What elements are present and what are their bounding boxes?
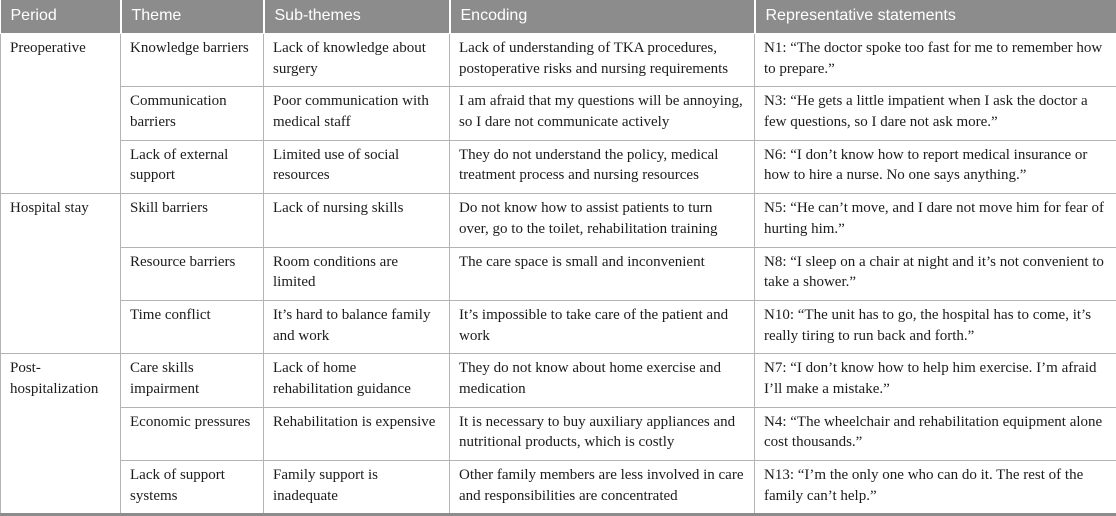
statement-cell: N5: “He can’t move, and I dare not move him for fear of hurting him.” <box>755 194 1116 247</box>
statement-cell: N7: “I don’t know how to help him exercise. I’m afraid I’ll make a mistake.” <box>755 354 1116 407</box>
statement-cell: N6: “I don’t know how to report medical insurance or how to hire a nurse. No one says anything.” <box>755 140 1116 193</box>
subtheme-cell: Rehabilitation is expensive <box>264 407 450 460</box>
encoding-cell: Do not know how to assist patients to turn over, go to the toilet, rehabilitation training <box>450 194 755 247</box>
table-row <box>1 461 1116 515</box>
table-row <box>1 194 1116 247</box>
header-cell-period: Period <box>1 0 121 34</box>
table-row <box>1 34 1116 87</box>
theme-cell: Lack of external support <box>121 140 264 193</box>
encoding-cell: It’s impossible to take care of the patient and work <box>450 300 755 353</box>
theme-cell: Knowledge barriers <box>121 34 264 87</box>
encoding-cell: They do not understand the policy, medical treatment process and nursing resources <box>450 140 755 193</box>
statement-cell: N10: “The unit has to go, the hospital has to come, it’s really tiring to run back and forth.” <box>755 300 1116 353</box>
period-cell-post-hospitalization: Post-hospitalization <box>1 354 121 515</box>
theme-cell: Care skills impairment <box>121 354 264 407</box>
subtheme-cell: Room conditions are limited <box>264 247 450 300</box>
theme-cell: Resource barriers <box>121 247 264 300</box>
table-row <box>1 247 1116 300</box>
statement-cell: N1: “The doctor spoke too fast for me to remember how to prepare.” <box>755 34 1116 87</box>
theme-cell: Lack of support systems <box>121 461 264 515</box>
theme-cell: Economic pressures <box>121 407 264 460</box>
encoding-cell: I am afraid that my questions will be annoying, so I dare not communicate actively <box>450 87 755 140</box>
header-cell-theme: Theme <box>121 0 264 34</box>
statement-cell: N3: “He gets a little impatient when I ask the doctor a few questions, so I dare not ask more.” <box>755 87 1116 140</box>
table-row <box>1 354 1116 407</box>
theme-cell: Communication barriers <box>121 87 264 140</box>
encoding-cell: It is necessary to buy auxiliary appliances and nutritional products, which is costly <box>450 407 755 460</box>
subtheme-cell: Lack of knowledge about surgery <box>264 34 450 87</box>
table-row <box>1 407 1116 460</box>
header-cell-statements: Representative statements <box>755 0 1116 34</box>
statement-cell: N4: “The wheelchair and rehabilitation equipment alone cost thousands.” <box>755 407 1116 460</box>
theme-cell: Time conflict <box>121 300 264 353</box>
subtheme-cell: Lack of home rehabilitation guidance <box>264 354 450 407</box>
encoding-cell: Lack of understanding of TKA procedures, postoperative risks and nursing requirements <box>450 34 755 87</box>
period-cell-hospital-stay: Hospital stay <box>1 194 121 354</box>
header-cell-encoding: Encoding <box>450 0 755 34</box>
subtheme-cell: Family support is inadequate <box>264 461 450 515</box>
encoding-cell: They do not know about home exercise and medication <box>450 354 755 407</box>
theme-cell: Skill barriers <box>121 194 264 247</box>
table-row <box>1 87 1116 140</box>
table-row <box>1 140 1116 193</box>
table-row <box>1 300 1116 353</box>
encoding-cell: Other family members are less involved in care and responsibilities are concentrated <box>450 461 755 515</box>
subtheme-cell: Lack of nursing skills <box>264 194 450 247</box>
header-cell-subthemes: Sub-themes <box>264 0 450 34</box>
header-row <box>1 0 1116 34</box>
subtheme-cell: Poor communication with medical staff <box>264 87 450 140</box>
period-cell-preoperative: Preoperative <box>1 34 121 194</box>
subtheme-cell: It’s hard to balance family and work <box>264 300 450 353</box>
subtheme-cell: Limited use of social resources <box>264 140 450 193</box>
statement-cell: N13: “I’m the only one who can do it. The rest of the family can’t help.” <box>755 461 1116 515</box>
statement-cell: N8: “I sleep on a chair at night and it’s not convenient to take a shower.” <box>755 247 1116 300</box>
encoding-cell: The care space is small and inconvenient <box>450 247 755 300</box>
